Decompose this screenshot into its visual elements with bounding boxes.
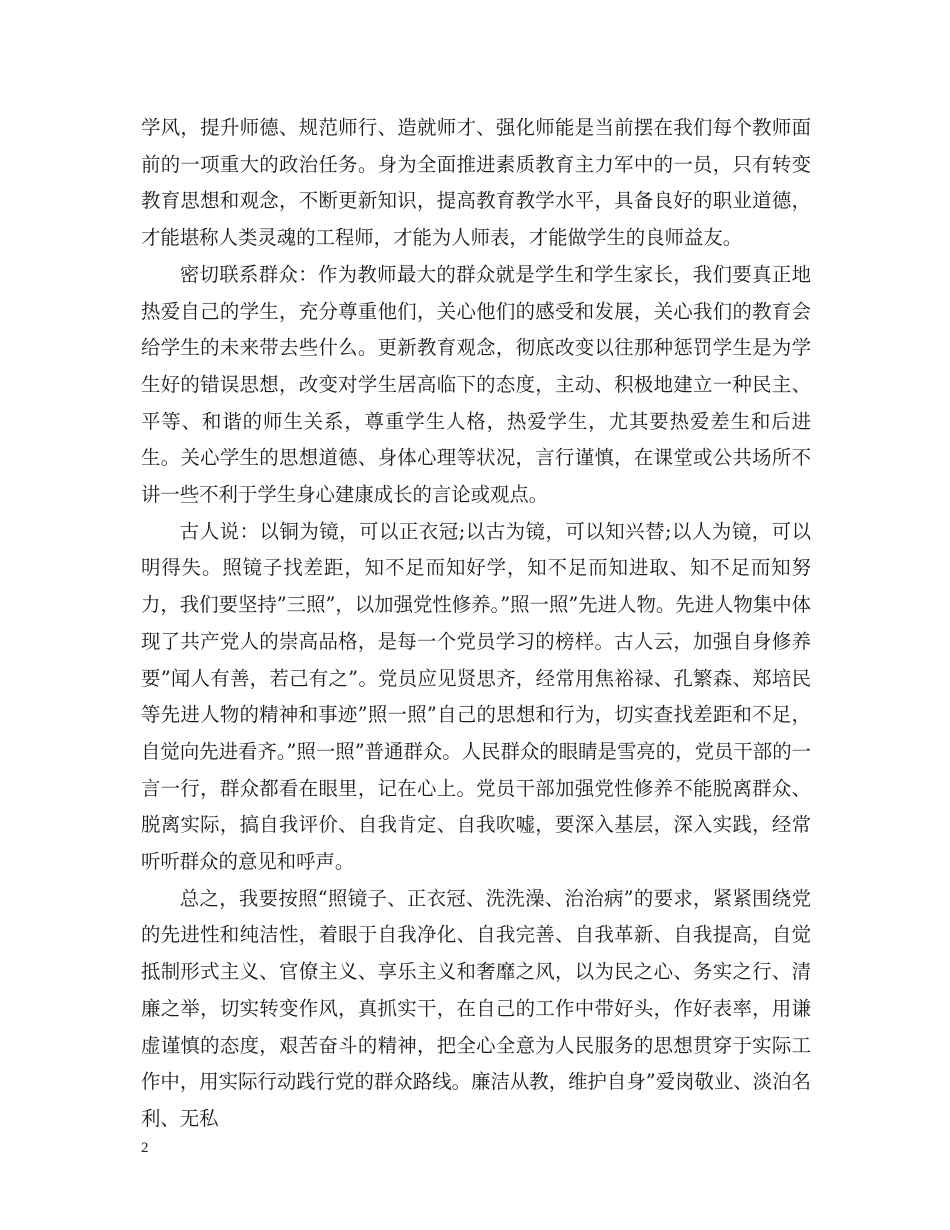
page-number: 2 [141, 1140, 149, 1156]
paragraph-contact-masses: 密切联系群众：作为教师最大的群众就是学生和学生家长，我们要真正地热爱自己的学生，充分尊重他们，关心他们的感受和发展，关心我们的教育会给学生的未来带去些什么。更新教育观念，彻底改变以往那种惩罚学生是为学生好的错误思想，改变对学生居高临下的态度，主动、积极地建立一种民主、平等、和谐的师生关系，尊重学生人格，热爱学生，尤其要热爱差生和后进生。关心学生的思想道德、身体心理等状况，言行谨慎，在课堂或公共场所不讲一些不利于学生身心建康成长的言论或观点。 [141, 262, 811, 507]
paragraph-mirror-quote: 古人说：以铜为镜，可以正衣冠;以古为镜，可以知兴替;以人为镜，可以明得失。照镜子找差距，知不足而知好学，知不足而知进取、知不足而知努力，我们要坚持”三照”，以加强党性修养。”照一照”先进人物。先进人物集中体现了共产党人的崇高品格，是每一个党员学习的榜样。古人云，加强自身修养要”闻人有善，若己有之”。党员应见贤思齐，经常用焦裕禄、孔繁森、郑培民等先进人物的精神和事迹”照一照”自己的思想和行为，切实查找差距和不足，自觉向先进看齐。”照一照”普通群众。人民群众的眼睛是雪亮的，党员干部的一言一行，群众都看在眼里，记在心上。党员干部加强党性修养不能脱离群众、脱离实际，搞自我评价、自我肯定、自我吹嘘，要深入基层，深入实践，经常听听群众的意见和呼声。 [141, 519, 811, 874]
paragraph-conclusion: 总之，我要按照“照镜子、正衣冠、洗洗澡、治治病”的要求，紧紧围绕党的先进性和纯洁性，着眼于自我净化、自我完善、自我革新、自我提高，自觉抵制形式主义、官僚主义、享乐主义和奢靡之风，以为民之心、务实之行、清廉之举，切实转变作风，真抓实干，在自己的工作中带好头，作好表率，用谦虚谨慎的态度，艰苦奋斗的精神，把全心全意为人民服务的思想贯穿于实际工作中，用实际行动践行党的群众路线。廉洁从教，维护自身”爱岗敬业、淡泊名利、无私 [141, 886, 811, 1130]
paragraph-continuation: 学风，提升师德、规范师行、造就师才、强化师能是当前摆在我们每个教师面前的一项重大的政治任务。身为全面推进素质教育主力军中的一员，只有转变教育思想和观念，不断更新知识，提高教育教学水平，具备良好的职业道德，才能堪称人类灵魂的工程师，才能为人师表，才能做学生的良师益友。 [141, 116, 811, 250]
document-body [141, 110, 811, 1138]
